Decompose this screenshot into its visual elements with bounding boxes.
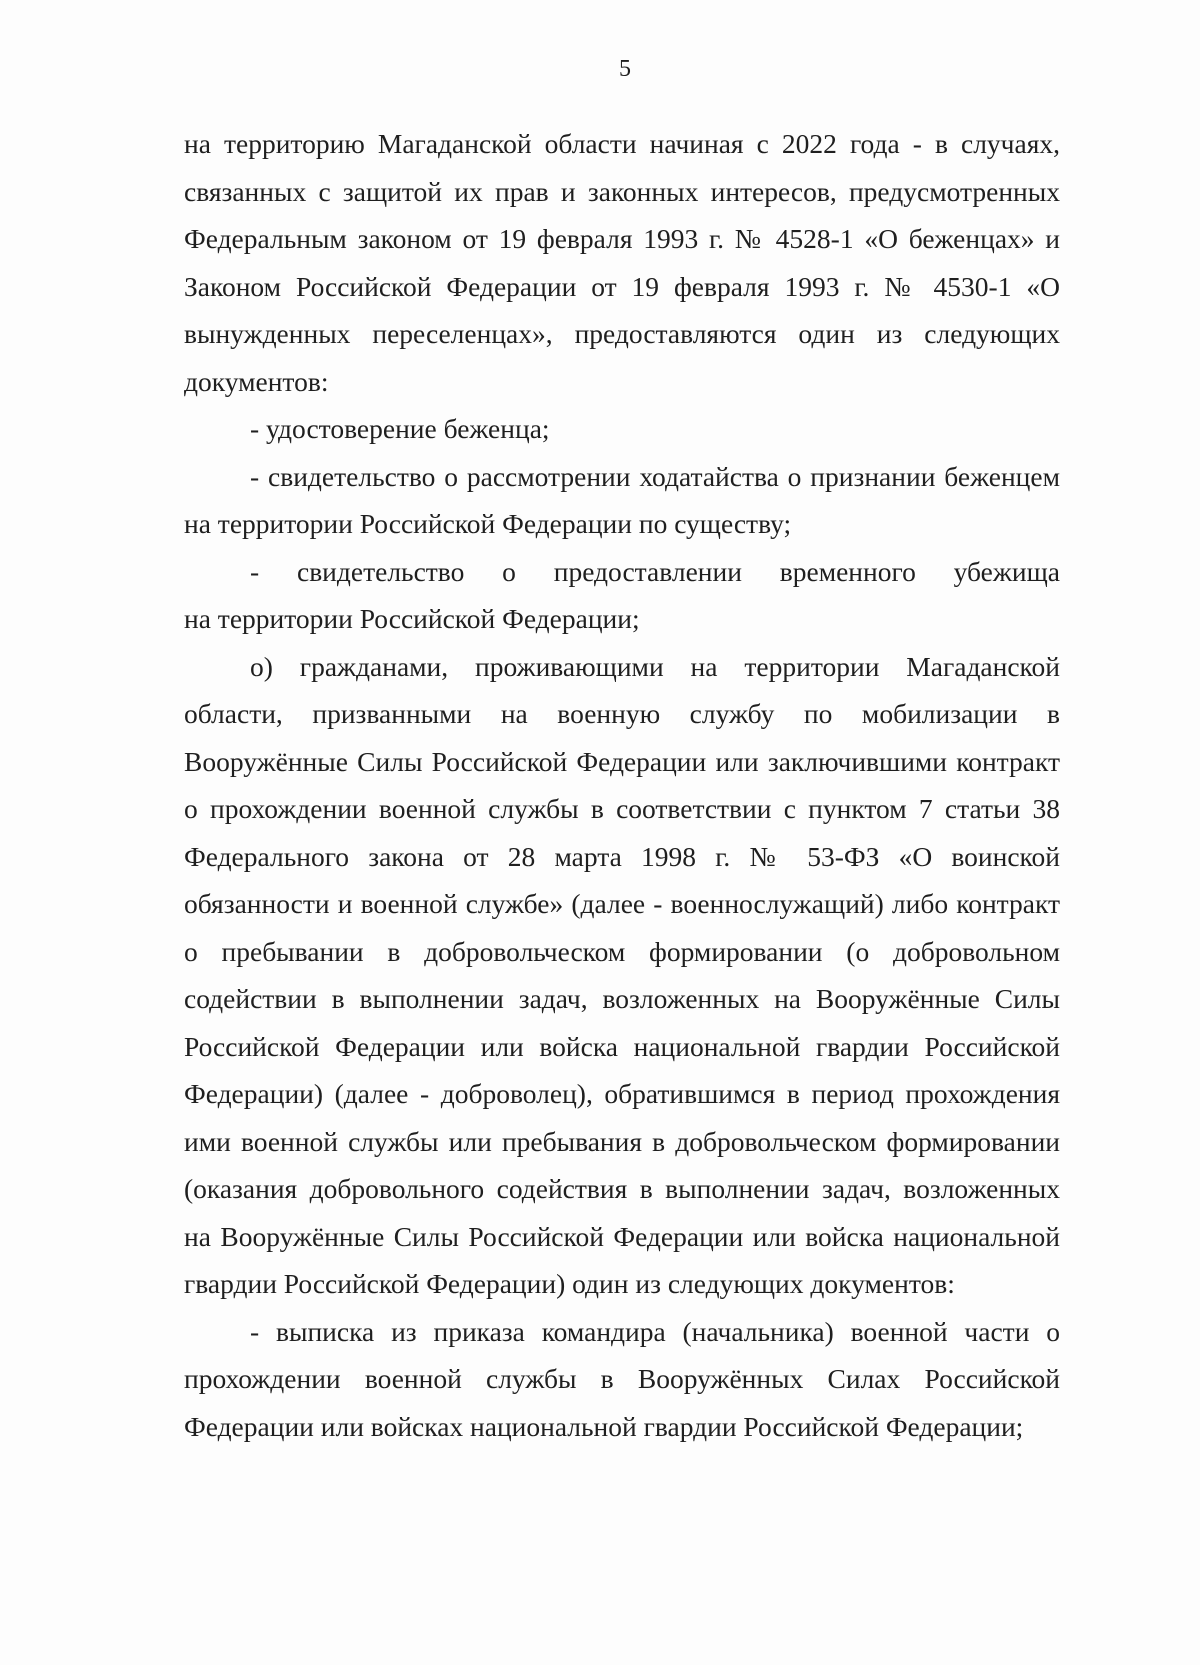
- list-item-refugee-certificate: - удостоверение беженца;: [250, 413, 550, 444]
- list-item-order-extract: - выписка из приказа командира (начальника) военной части о прохождении военной службы в Вооружённых Силах Российской Федерации или войсках национальной гвардии Российской Федерации;: [184, 1315, 1060, 1442]
- spread-word: убежища: [953, 555, 1060, 587]
- spread-word: свидетельство: [296, 555, 465, 587]
- list-item-temporary-asylum-line: [184, 548, 1060, 596]
- page-number: 5: [619, 56, 631, 82]
- list-item-temporary-asylum-continuation: на территории Российской Федерации;: [184, 603, 640, 634]
- paragraph-clause-o: о) гражданами, проживающими на территории Магаданской области, призванными на военную службу по мобилизации в Вооружённые Силы Российской Федерации или заключившими контракт о прохождении военной службы в соответствии с пунктом 7 статьи 38 Федерального закона от 28 марта 1998 г. № 53-ФЗ «О воинской обязанности и военной службе» (далее - военнослужащий) либо контракт о пребывании в добровольческом формировании (о добровольном содействии в выполнении задач, возложенных на Вооружённые Силы Российской Федерации или войска национальной гвардии Российской Федерации) (далее - доброволец), обратившимся в период прохождения ими военной службы или пребывания в добровольческом формировании (оказания добровольного содействия в выполнении задач, возложенных на Вооружённые Силы Российской Федерации или войска национальной гвардии Российской Федерации) один из следующих документов:: [184, 650, 1060, 1299]
- document-body: [184, 120, 1060, 1450]
- spread-word: о: [502, 555, 516, 587]
- paragraph-intro: на территорию Магаданской области начиная с 2022 года - в случаях, связанных с защитой их прав и законных интересов, предусмотренных Федеральным законом от 19 февраля 1993 г. № 4528-1 «О беженцах» и Законом Российской Федерации от 19 февраля 1993 г. № 4530-1 «О вынужденных переселенцах», предоставляются один из следующих документов:: [184, 128, 1060, 397]
- spread-word: временного: [779, 555, 916, 587]
- spread-word: -: [250, 555, 260, 587]
- spread-word: предоставлении: [553, 555, 742, 587]
- list-item-petition-certificate: - свидетельство о рассмотрении ходатайства о признании беженцем на территории Российской Федерации по существу;: [184, 460, 1060, 539]
